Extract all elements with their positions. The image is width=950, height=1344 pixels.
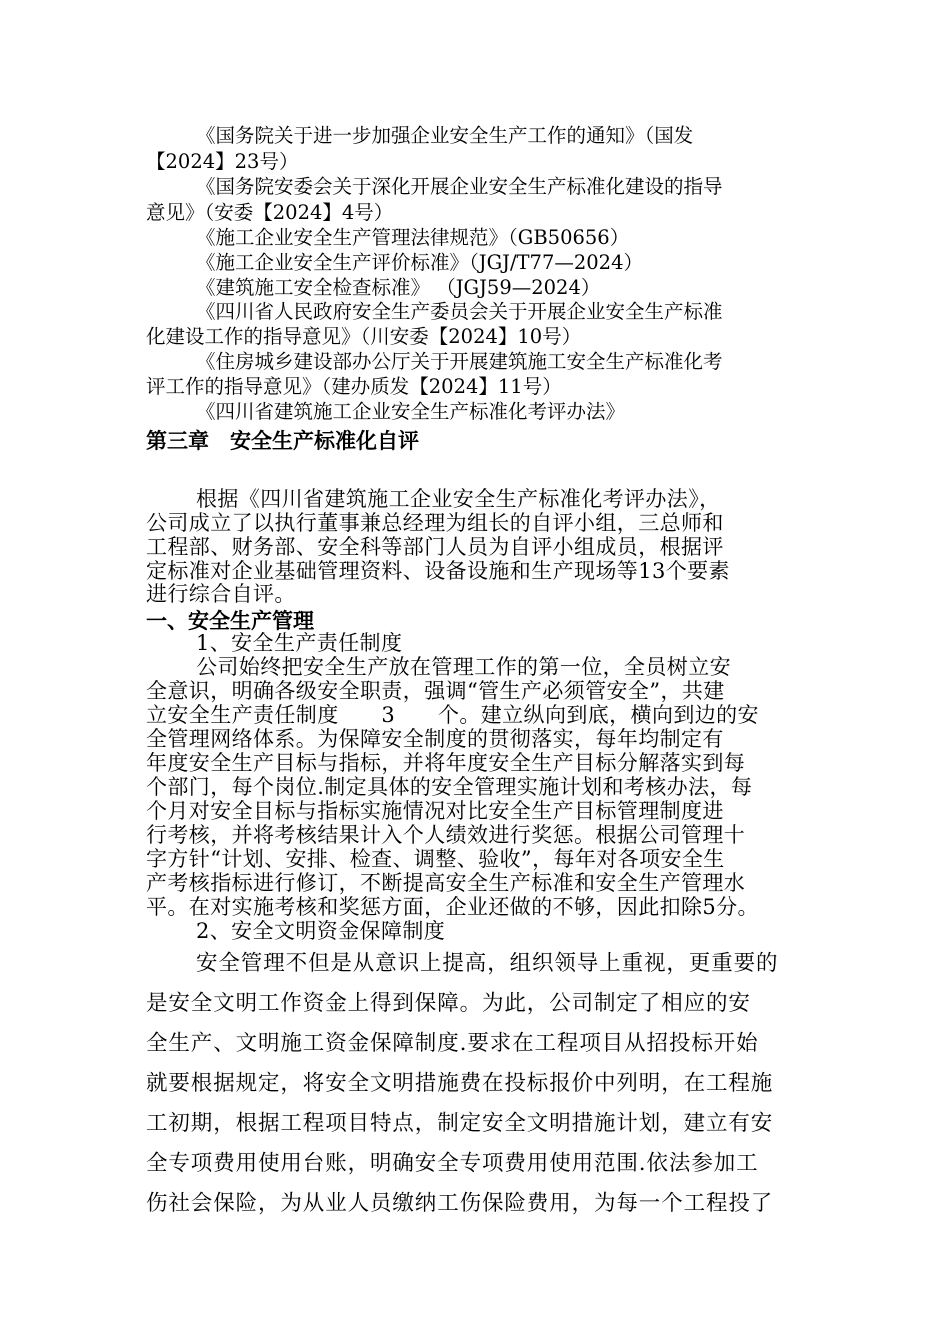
reference-line: 《国务院关于进一步加强企业安全生产工作的通知》（国发 bbox=[196, 124, 694, 147]
reference-line: 评工作的指导意见》（建办质发【2024】11号） bbox=[146, 375, 562, 398]
reference-line: 《住房城乡建设部办公厅关于开展建筑施工安全生产标准化考 bbox=[196, 350, 723, 373]
chapter-title: 第三章 安全生产标准化自评 bbox=[146, 429, 419, 453]
item-title: 1、安全生产责任制度 bbox=[196, 631, 403, 655]
paragraph-line: 立安全生产责任制度 3 个。建立纵向到底，横向到边的安 bbox=[146, 703, 759, 727]
reference-line: 意见》（安委【2024】4号） bbox=[146, 201, 394, 224]
reference-line: 《四川省建筑施工企业安全生产标准化考评办法》 bbox=[196, 400, 626, 423]
paragraph-line: 全意识，明确各级安全职责，强调“管生产必须管安全”，共建 bbox=[146, 679, 725, 703]
paragraph-line: 就要根据规定，将安全文明措施费在投标报价中列明，在工程施 bbox=[146, 1071, 774, 1096]
reference-line: 《四川省人民政府安全生产委员会关于开展企业安全生产标准 bbox=[196, 300, 723, 323]
paragraph-line: 全专项费用使用台账，明确安全专项费用使用范围.依法参加工 bbox=[146, 1151, 759, 1176]
intro-line: 定标准对企业基础管理资料、设备设施和生产现场等13个要素 bbox=[146, 559, 730, 583]
paragraph-line: 工初期，根据工程项目特点，制定安全文明措施计划，建立有安 bbox=[146, 1111, 774, 1136]
reference-line: 《国务院安委会关于深化开展企业安全生产标准化建设的指导 bbox=[196, 175, 723, 198]
paragraph-line: 是安全文明工作资金上得到保障。为此，公司制定了相应的安 bbox=[146, 991, 751, 1016]
reference-line: 化建设工作的指导意见》（川安委【2024】10号） bbox=[146, 325, 582, 348]
paragraph-line: 行考核，并将考核结果计入个人绩效进行奖惩。根据公司管理十 bbox=[146, 823, 746, 847]
intro-line: 公司成立了以执行董事兼总经理为组长的自评小组，三总师和 bbox=[146, 511, 724, 535]
paragraph-line: 产考核指标进行修订，不断提高安全生产标准和安全生产管理水 bbox=[146, 871, 746, 895]
reference-line: 《施工企业安全生产评价标准》（JGJ/T77—2024） bbox=[196, 251, 643, 274]
intro-line: 进行综合自评。 bbox=[146, 582, 296, 606]
paragraph-line: 个月对安全目标与指标实施情况对比安全生产目标管理制度进 bbox=[146, 799, 724, 823]
paragraph-line: 年度安全生产目标与指标，并将年度安全生产目标分解落实到每 bbox=[146, 751, 746, 775]
paragraph-line: 伤社会保险，为从业人员缴纳工伤保险费用，为每一个工程投了 bbox=[146, 1191, 774, 1216]
paragraph-line: 全管理网络体系。为保障安全制度的贯彻落实，每年均制定有 bbox=[146, 727, 724, 751]
item-title: 2、安全文明资金保障制度 bbox=[196, 919, 446, 943]
intro-line: 工程部、财务部、安全科等部门人员为自评小组成员，根据评 bbox=[146, 535, 724, 559]
paragraph-line: 平。在对实施考核和奖惩方面，企业还做的不够，因此扣除5分。 bbox=[146, 895, 759, 919]
reference-line: 《建筑施工安全检查标准》 （JGJ59—2024） bbox=[196, 276, 601, 299]
paragraph-line: 全生产、文明施工资金保障制度.要求在工程项目从招投标开始 bbox=[146, 1031, 759, 1056]
paragraph-line: 个部门，每个岗位.制定具体的安全管理实施计划和考核办法，每 bbox=[146, 775, 753, 799]
paragraph-line: 安全管理不但是从意识上提高，组织领导上重视，更重要的 bbox=[196, 951, 779, 976]
paragraph-line: 公司始终把安全生产放在管理工作的第一位，全员树立安 bbox=[196, 655, 731, 679]
reference-line: 《施工企业安全生产管理法律规范》（GB50656） bbox=[196, 226, 630, 249]
paragraph-line: 字方针“计划、安排、检查、调整、验收”，每年对各项安全生 bbox=[146, 847, 725, 871]
intro-line: 根据《四川省建筑施工企业安全生产标准化考评办法》， bbox=[196, 487, 721, 511]
section-title: 一、安全生产管理 bbox=[146, 609, 314, 633]
reference-line: 【2024】23号） bbox=[146, 150, 299, 173]
